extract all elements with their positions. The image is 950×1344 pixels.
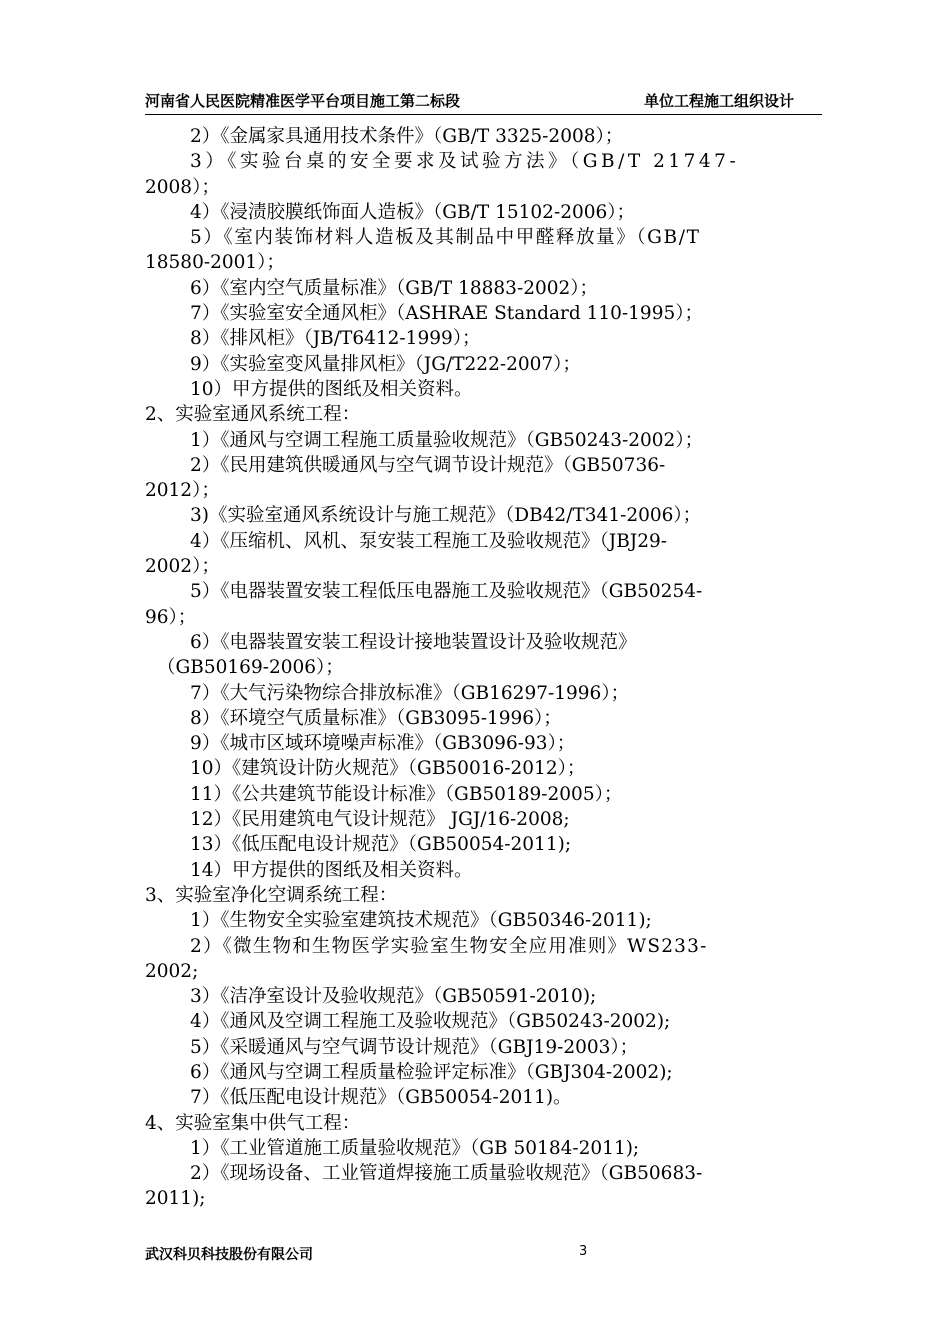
list-item: 1）《工业管道施工质量验收规范》（GB 50184-2011); (190, 1137, 640, 1159)
list-item: 9）《城市区域环境噪声标准》（GB3096-93）； (190, 733, 576, 755)
list-item: 8）《环境空气质量标准》（GB3095-1996）； (190, 707, 562, 729)
list-item-continuation: 2002）； (145, 556, 220, 578)
list-item: 8）《排风柜》（JB/T6412-1999）； (190, 328, 481, 350)
list-item: 4）《通风及空调工程施工及验收规范》（GB50243-2002); (190, 1011, 671, 1033)
list-item: 2）《金属家具通用技术条件》（GB/T 3325-2008）； (190, 126, 624, 147)
list-item: 4）《浸渍胶膜纸饰面人造板》（GB/T 15102-2006）； (190, 201, 636, 223)
list-item: 7）《低压配电设计规范》（GB50054-2011)。 (190, 1087, 572, 1109)
page-header (145, 90, 822, 115)
list-item-continuation: 2012）； (145, 480, 220, 502)
list-item: 2）《微生物和生物医学实验室生物安全应用准则》WS233- (190, 935, 708, 957)
list-item-continuation: 2011); (145, 1188, 206, 1210)
list-item: 7）《大气污染物综合排放标准》（GB16297-1996）； (190, 682, 630, 704)
document-body (145, 124, 810, 1212)
header-document-title: 单位工程施工组织设计 (643, 92, 794, 110)
list-item: 5）《采暖通风与空气调节设计规范》（GBJ19-2003）； (190, 1036, 639, 1058)
section-heading: 4、实验室集中供气工程： (145, 1112, 361, 1134)
list-item: 11）《公共建筑节能设计标准》（GB50189-2005）； (190, 783, 623, 805)
list-item: 3)《实验室通风系统设计与施工规范》（DB42/T341-2006）； (190, 505, 702, 527)
list-item: 12）《民用建筑电气设计规范》 JGJ/16-2008; (190, 809, 570, 831)
list-item: 10）《建筑设计防火规范》（GB50016-2012）； (190, 758, 586, 780)
list-item: 5）《电器装置安装工程低压电器施工及验收规范》（GB50254- (190, 581, 703, 603)
list-item-continuation: 18580-2001）； (145, 252, 285, 274)
list-item: 3）《洁净室设计及验收规范》（GB50591-2010); (190, 986, 597, 1008)
page-number: 3 (579, 1244, 588, 1259)
page-footer (145, 1244, 810, 1266)
list-item: 6）《电器装置安装工程设计接地装置设计及验收规范》 (190, 631, 637, 653)
list-item: 13）《低压配电设计规范》（GB50054-2011); (190, 834, 572, 856)
list-item: 7）《实验室安全通风柜》（ASHRAE Standard 110-1995）； (190, 303, 703, 325)
footer-company-name: 武汉科贝科技股份有限公司 (145, 1247, 313, 1263)
list-item: 4）《压缩机、风机、泵安装工程施工及验收规范》（JBJ29- (190, 530, 667, 552)
list-item: 1）《通风与空调工程施工质量验收规范》（GB50243-2002）； (190, 429, 704, 451)
list-item: 6）《室内空气质量标准》（GB/T 18883-2002）； (190, 277, 599, 299)
list-item: 5）《室内装饰材料人造板及其制品中甲醛释放量》（GB/T (190, 227, 701, 249)
section-heading: 3、实验室净化空调系统工程： (145, 884, 398, 906)
list-item: 3）《实验台桌的安全要求及试验方法》（GB/T 21747- (190, 151, 740, 173)
list-item-continuation: 2008）； (145, 176, 220, 198)
list-item-continuation: 2002; (145, 960, 199, 982)
list-item: 1）《生物安全实验室建筑技术规范》（GB50346-2011); (190, 910, 652, 932)
list-item: 9）《实验室变风量排风柜》（JG/T222-2007）； (190, 353, 581, 375)
list-item-continuation: （GB50169-2006）； (157, 657, 344, 679)
list-item: 2）《民用建筑供暖通风与空气调节设计规范》（GB50736- (190, 454, 666, 476)
list-item: 6）《通风与空调工程质量检验评定标准》（GBJ304-2002); (190, 1061, 673, 1083)
list-item: 2）《现场设备、工业管道焊接施工质量验收规范》（GB50683- (190, 1163, 703, 1185)
list-item: 14）甲方提供的图纸及相关资料。 (190, 859, 473, 881)
list-item: 10）甲方提供的图纸及相关资料。 (190, 378, 473, 400)
list-item-continuation: 96）； (145, 606, 197, 628)
section-heading: 2、实验室通风系统工程： (145, 404, 361, 426)
header-project-title: 河南省人民医院精准医学平台项目施工第二标段 (145, 92, 461, 110)
